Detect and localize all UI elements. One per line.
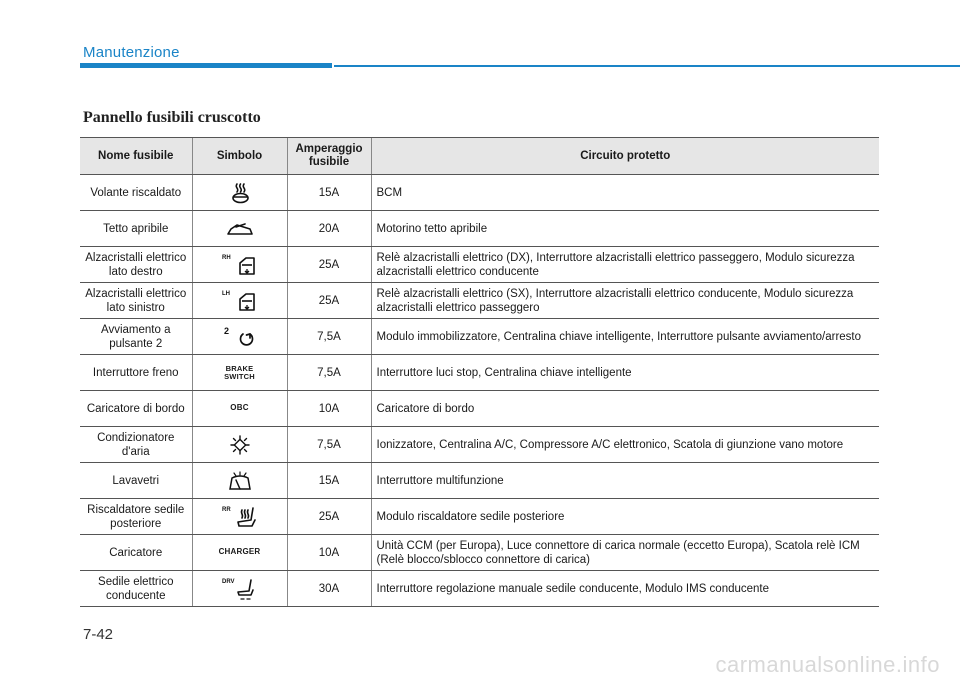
table-row [80,319,879,355]
header-name: Nome fusibile [80,138,192,175]
fuse-name: Interruttore freno [80,355,192,391]
symbol-tag: RR [221,506,231,513]
fuse-name: Sedile elettrico conducente [80,571,192,607]
fuse-circuit: Interruttore multifunzione [371,463,879,499]
header-rule-thin [334,65,960,67]
fuse-circuit: Modulo immobilizzatore, Centralina chiave intelligente, Interruttore pulsante avviamento/arresto [371,319,879,355]
table-row [80,427,879,463]
fuse-name: Avviamento a pulsante 2 [80,319,192,355]
fuse-amperage: 10A [287,391,371,427]
fuse-name: Riscaldatore sedile posteriore [80,499,192,535]
power-seat-icon [220,576,260,602]
fuse-amperage: 15A [287,175,371,211]
fuse-circuit: Relè alzacristalli elettrico (SX), Interruttore alzacristalli elettrico conducente, Modulo sicurezza alzacristalli elettrico passeggero [371,283,879,319]
fuse-circuit: Unità CCM (per Europa), Luce connettore di carica normale (eccetto Europa), Scatola relè ICM (Relè blocco/sblocco connettore di carica) [371,535,879,571]
fuse-circuit: Modulo riscaldatore sedile posteriore [371,499,879,535]
fuse-circuit: Interruttore regolazione manuale sedile conducente, Modulo IMS conducente [371,571,879,607]
fuse-name: Lavavetri [80,463,192,499]
symbol-tag: LH [221,290,230,297]
fuse-name: Alzacristalli elettrico lato destro [80,247,192,283]
fuse-amperage: 25A [287,247,371,283]
symbol-tag: DRV [221,578,235,585]
fuse-name: Tetto apribile [80,211,192,247]
symbol-tag: 2 [223,325,229,336]
push-start-icon [220,324,260,350]
page-header-title: Manutenzione [83,44,180,61]
fuse-amperage: 15A [287,463,371,499]
header-amperage: Amperaggio fusibile [287,138,371,175]
table-row [80,391,879,427]
table-header-row [80,138,879,175]
sunroof-icon [225,219,255,239]
power-window-rh-icon [220,252,260,278]
table-row [80,463,879,499]
header-circuit: Circuito protetto [371,138,879,175]
table-row [80,499,879,535]
fuse-amperage: 7,5A [287,427,371,463]
table-row [80,571,879,607]
table-row [80,535,879,571]
brake-switch-symbol: BRAKE SWITCH [224,363,255,381]
heated-steering-icon [228,181,252,205]
fuse-name: Caricatore di bordo [80,391,192,427]
fuse-amperage: 20A [287,211,371,247]
fuse-amperage: 25A [287,499,371,535]
header-rule-thick [80,63,332,68]
fuse-circuit: Caricatore di bordo [371,391,879,427]
page-number: 7-42 [83,626,114,643]
obc-symbol: OBC [230,403,249,413]
table-row [80,175,879,211]
fuse-name: Caricatore [80,535,192,571]
section-title: Pannello fusibili cruscotto [83,109,261,126]
fuse-name: Condizionatore d'aria [80,427,192,463]
watermark: carmanualsonline.info [715,652,940,677]
fuse-circuit: Motorino tetto apribile [371,211,879,247]
fuse-amperage: 7,5A [287,355,371,391]
fuse-circuit: BCM [371,175,879,211]
table-row [80,211,879,247]
fuse-table [80,137,879,607]
fuse-circuit: Interruttore luci stop, Centralina chiave intelligente [371,355,879,391]
fuse-name: Alzacristalli elettrico lato sinistro [80,283,192,319]
air-conditioner-icon [229,434,251,456]
fuse-circuit: Ionizzatore, Centralina A/C, Compressore A/C elettronico, Scatola di giunzione vano motore [371,427,879,463]
table-row [80,283,879,319]
power-window-lh-icon [220,288,260,314]
fuse-amperage: 7,5A [287,319,371,355]
fuse-circuit: Relè alzacristalli elettrico (DX), Interruttore alzacristalli elettrico passeggero, Modulo sicurezza alzacristalli elettrico conducente [371,247,879,283]
charger-symbol: CHARGER [218,547,261,557]
rear-seat-heater-icon [220,504,260,530]
fuse-amperage: 10A [287,535,371,571]
symbol-tag: RH [221,254,231,261]
fuse-amperage: 30A [287,571,371,607]
table-row [80,355,879,391]
table-row [80,247,879,283]
fuse-amperage: 25A [287,283,371,319]
fuse-name: Volante riscaldato [80,175,192,211]
washer-icon [227,470,253,492]
header-symbol: Simbolo [192,138,287,175]
